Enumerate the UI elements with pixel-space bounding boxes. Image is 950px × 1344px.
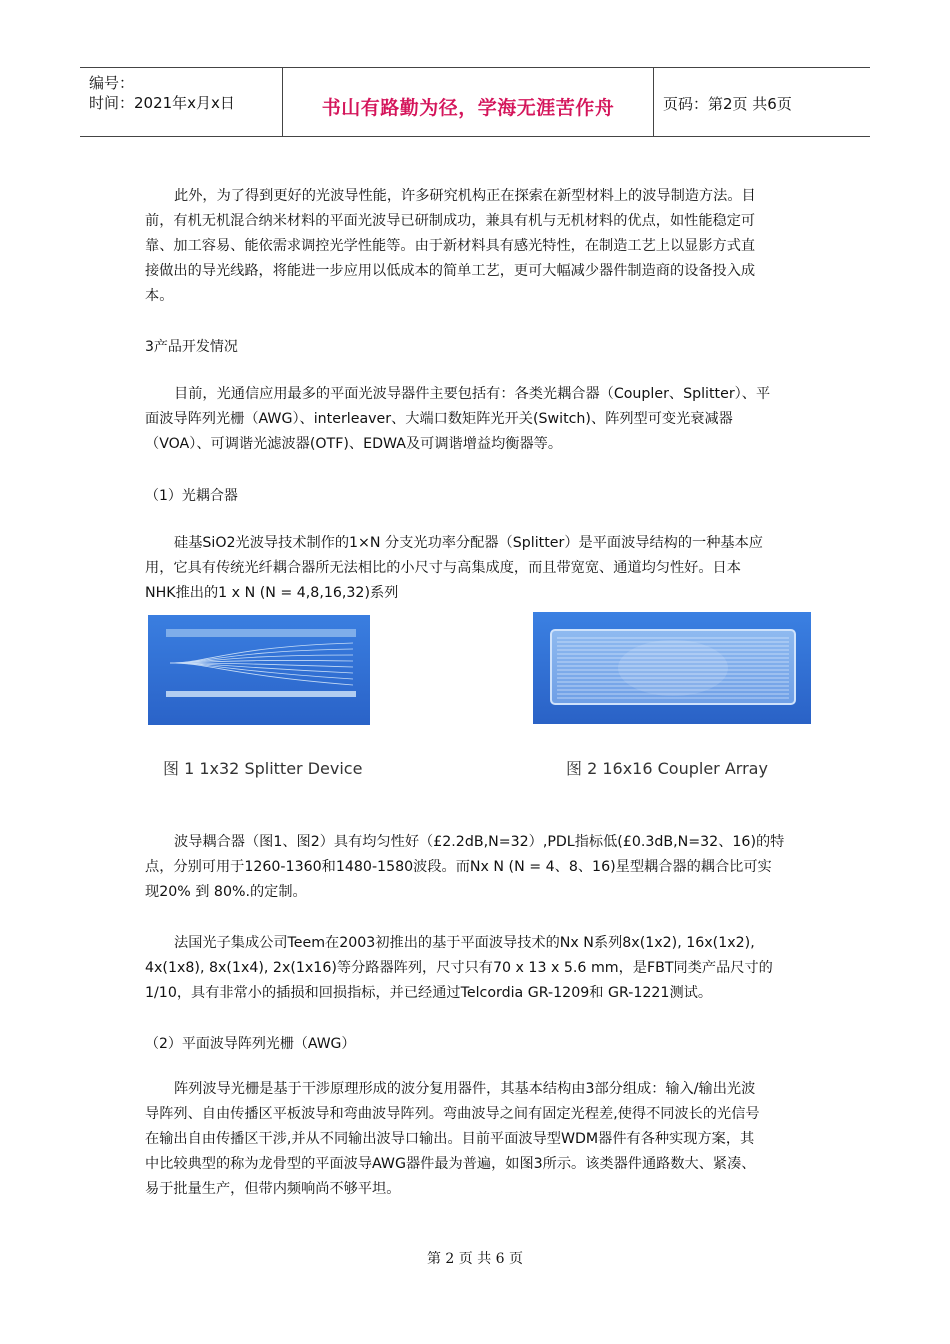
number-label: 编号： <box>89 74 135 92</box>
paragraph-teem <box>145 931 805 1006</box>
document-header <box>80 67 870 137</box>
text-line: 靠、加工容易、能依需求调控光学性能等。由于新材料具有感光特性，在制造工艺上以显影方式直 <box>145 238 756 254</box>
section-heading: 3产品开发情况 <box>145 339 238 355</box>
paragraph-products <box>145 382 805 457</box>
subsection-heading: （2）平面波导阵列光栅（AWG） <box>145 1036 356 1052</box>
coupler-array-image <box>533 612 811 724</box>
header-motto-cell <box>283 68 654 136</box>
splitter-device-image <box>148 615 370 725</box>
figure-1-caption: 图 1 1x32 Splitter Device <box>163 759 363 778</box>
paragraph-coupler-specs <box>145 830 805 905</box>
text-line: 易于批量生产，但带内频响尚不够平坦。 <box>145 1181 401 1197</box>
text-line: 4x(1x8), 8x(1x4), 2x(1x16)等分路器阵列，尺寸只有70 x 13 x 5.6 mm，是FBT同类产品尺寸的 <box>145 960 773 976</box>
text-line: 现20% 到 80%.的定制。 <box>145 884 307 900</box>
page-indicator: 页码：第2页 共6页 <box>663 95 792 113</box>
text-line: 阵列波导光栅是基于干涉原理形成的波分复用器件，其基本结构由3部分组成：输入/输出光波 <box>174 1081 756 1097</box>
text-line: （VOA）、可调谐光滤波器(OTF)、EDWA及可调谐增益均衡器等。 <box>145 436 563 452</box>
subsection-heading: （1）光耦合器 <box>145 488 238 504</box>
text-line: NHK推出的1 x N (N = 4,8,16,32)系列 <box>145 585 399 601</box>
text-line: 前，有机无机混合纳米材料的平面光波导已研制成功，兼具有机与无机材料的优点，如性能稳定可 <box>145 213 756 229</box>
text-line: 接做出的导光线路，将能进一步应用以低成本的简单工艺，更可大幅减少器件制造商的设备投入成 <box>145 263 756 279</box>
text-line: 中比较典型的称为龙骨型的平面波导AWG器件最为普遍，如图3所示。该类器件通路数大、紧凑、 <box>145 1156 756 1172</box>
paragraph-new-materials <box>145 184 805 309</box>
paragraph-splitter <box>145 531 805 606</box>
header-page-cell <box>654 68 870 136</box>
date-label: 时间：2021年x月x日 <box>89 94 235 112</box>
text-line: 导阵列、自由传播区平板波导和弯曲波导阵列。弯曲波导之间有固定光程差,使得不同波长的光信号 <box>145 1106 760 1122</box>
text-line: 波导耦合器（图1、图2）具有均匀性好（£2.2dB,N=32）,PDL指标低(£0.3dB,N=32、16)的特 <box>174 834 785 850</box>
motto: 书山有路勤为径，学海无涯苦作舟 <box>321 97 615 119</box>
text-line: 点，分别可用于1260-1360和1480-1580波段。而Nx N (N = 4、8、16)星型耦合器的耦合比可实 <box>145 859 772 875</box>
figure-2-caption: 图 2 16x16 Coupler Array <box>566 759 768 778</box>
text-line: 在输出自由传播区干涉,并从不同输出波导口输出。目前平面波导型WDM器件有各种实现方案，其 <box>145 1131 755 1147</box>
paragraph-awg <box>145 1077 805 1202</box>
text-line: 用，它具有传统光纤耦合器所无法相比的小尺寸与高集成度，而且带宽宽、通道均匀性好。日本 <box>145 560 741 576</box>
header-meta-cell <box>80 68 283 136</box>
text-line: 法国光子集成公司Teem在2003初推出的基于平面波导技术的Nx N系列8x(1x2), 16x(1x2), <box>174 935 755 951</box>
text-line: 本。 <box>145 288 174 304</box>
text-line: 硅基SiO2光波导技术制作的1×N 分支光功率分配器（Splitter）是平面波导结构的一种基本应 <box>174 535 763 551</box>
text-line: 目前，光通信应用最多的平面光波导器件主要包括有：各类光耦合器（Coupler、Splitter）、平 <box>174 386 771 402</box>
text-line: 1/10，具有非常小的插损和回损指标，并已经通过Telcordia GR-1209和 GR-1221测试。 <box>145 985 713 1001</box>
text-line: 面波导阵列光栅（AWG）、interleaver、大端口数矩阵光开关(Switch)、阵列型可变光衰减器 <box>145 411 733 427</box>
page-footer: 第 2 页 共 6 页 <box>426 1251 524 1267</box>
text-line: 此外，为了得到更好的光波导性能，许多研究机构正在探索在新型材料上的波导制造方法。目 <box>174 188 756 204</box>
